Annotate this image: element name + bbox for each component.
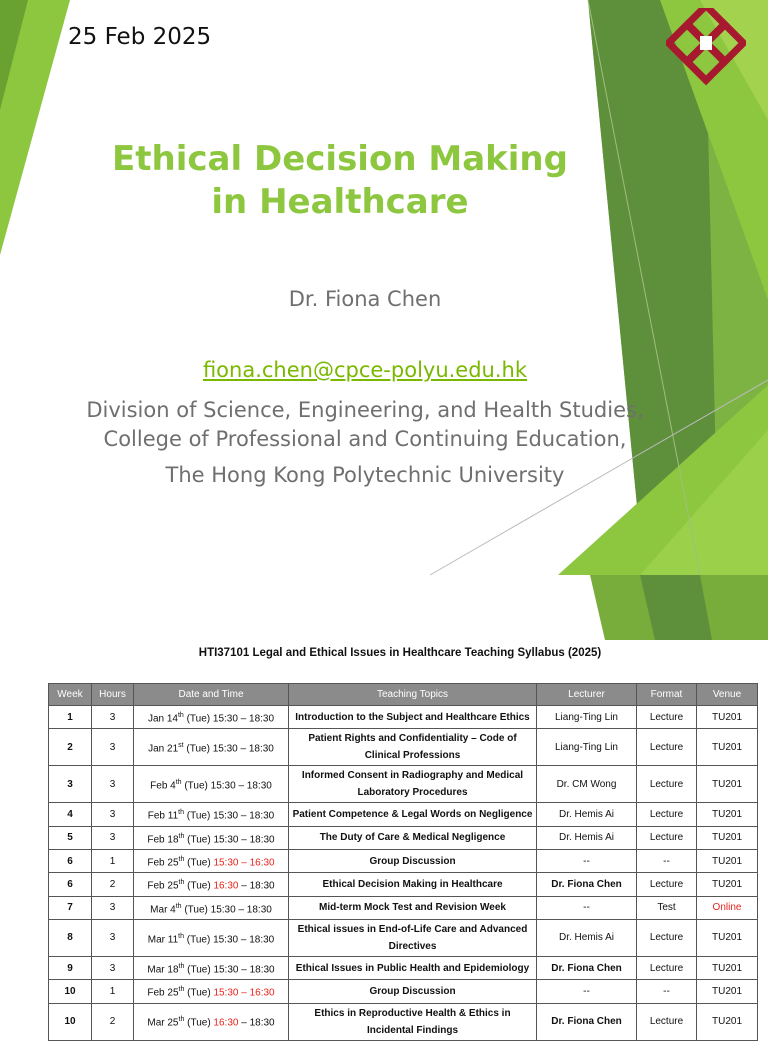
date-suffix: th [178, 809, 184, 817]
hours-cell: 3 [92, 896, 134, 919]
affiliation-line-3: The Hong Kong Polytechnic University [165, 463, 565, 487]
date-day: (Tue) [184, 1017, 214, 1029]
lecturer-cell: Dr. Hemis Ai [537, 919, 637, 956]
time-end: – 18:30 [238, 1017, 275, 1029]
topic-cell: Ethical issues in End-of-Life Care and Advanced Directives [289, 919, 537, 956]
topic-cell: Group Discussion [289, 849, 537, 872]
date-suffix: th [178, 879, 185, 887]
date-suffix: th [178, 855, 185, 863]
table-row [49, 826, 758, 849]
date-text: Feb 11 [147, 810, 179, 822]
time-range: 15:30 – 18:30 [210, 780, 272, 792]
week-cell: 7 [49, 896, 92, 919]
author-name: Dr. Fiona Chen [288, 287, 442, 311]
topic-cell: The Duty of Care & Medical Negligence [289, 826, 537, 849]
week-cell: 8 [49, 919, 92, 956]
hours-cell: 1 [92, 980, 134, 1003]
date-time-cell [134, 706, 289, 729]
format-cell: Lecture [637, 826, 697, 849]
format-cell: -- [637, 980, 697, 1003]
date-day: (Tue) [181, 903, 211, 915]
date-text: Feb 25 [147, 880, 179, 892]
topic-cell: Patient Competence & Legal Words on Negligence [289, 803, 537, 826]
table-row [49, 706, 758, 729]
lecturer-cell: -- [537, 896, 637, 919]
date-text: Feb 25 [147, 857, 179, 869]
date-time-cell [134, 849, 289, 872]
lecturer-cell: -- [537, 980, 637, 1003]
table-row [49, 766, 758, 803]
time-range: 15:30 – 18:30 [213, 810, 275, 822]
date-time-cell [134, 873, 289, 896]
format-cell: Lecture [637, 803, 697, 826]
lecturer-cell: Dr. Hemis Ai [537, 803, 637, 826]
date-text: Mar 25 [147, 1017, 179, 1029]
topic-cell: Ethical Decision Making in Healthcare [289, 873, 537, 896]
affiliation-line-2: College of Professional and Continuing Education, [103, 427, 627, 451]
week-cell: 3 [49, 766, 92, 803]
format-cell: Lecture [637, 706, 697, 729]
header-hours: Hours [92, 684, 134, 706]
week-cell: 6 [49, 849, 92, 872]
date-time-cell [134, 803, 289, 826]
table-row [49, 919, 758, 956]
venue-cell: TU201 [697, 849, 758, 872]
date-suffix: th [178, 986, 185, 994]
lecturer-cell: Dr. Fiona Chen [537, 1003, 637, 1040]
header-date-time: Date and Time [134, 684, 289, 706]
topic-cell: Group Discussion [289, 980, 537, 1003]
venue-cell: TU201 [697, 956, 758, 979]
date-time-cell [134, 766, 289, 803]
venue-cell: TU201 [697, 766, 758, 803]
date-suffix: th [178, 832, 185, 840]
title-line-1: Ethical Decision Making [112, 139, 568, 179]
week-cell: 1 [49, 706, 92, 729]
date-day: (Tue) [184, 964, 214, 976]
venue-cell: TU201 [697, 729, 758, 766]
time-range: 16:30 [213, 880, 239, 892]
date-suffix: st [178, 742, 184, 750]
header-lecturer: Lecturer [537, 684, 637, 706]
slide-date: 25 Feb 2025 [68, 24, 212, 50]
hours-cell: 3 [92, 766, 134, 803]
week-cell: 10 [49, 980, 92, 1003]
lecturer-cell: Dr. CM Wong [537, 766, 637, 803]
format-cell: Lecture [637, 1003, 697, 1040]
affiliation-line-1: Division of Science, Engineering, and Health Studies, [86, 398, 644, 422]
table-row [49, 873, 758, 896]
venue-cell: TU201 [697, 873, 758, 896]
table-row [49, 849, 758, 872]
table-row [49, 729, 758, 766]
syllabus-section [0, 640, 768, 1036]
format-cell: Lecture [637, 956, 697, 979]
topic-cell: Patient Rights and Confidentiality – Code of Clinical Professions [289, 729, 537, 766]
table-row [49, 956, 758, 979]
week-cell: 9 [49, 956, 92, 979]
hours-cell: 1 [92, 849, 134, 872]
week-cell: 2 [49, 729, 92, 766]
hours-cell: 3 [92, 803, 134, 826]
venue-cell: TU201 [697, 1003, 758, 1040]
affiliation [0, 396, 730, 454]
date-day: (Tue) [183, 810, 214, 822]
date-time-cell [134, 729, 289, 766]
date-time-cell [134, 919, 289, 956]
lecturer-cell: -- [537, 849, 637, 872]
time-range: 15:30 – 18:30 [212, 743, 274, 755]
time-range: 15:30 – 18:30 [212, 713, 275, 725]
date-text: Mar 11 [147, 934, 179, 946]
hours-cell: 3 [92, 706, 134, 729]
venue-cell: TU201 [697, 826, 758, 849]
date-day: (Tue) [184, 833, 214, 845]
syllabus-table [48, 683, 758, 1041]
venue-cell: Online [697, 896, 758, 919]
topic-cell: Ethics in Reproductive Health & Ethics in Incidental Findings [289, 1003, 537, 1040]
hours-cell: 3 [92, 729, 134, 766]
date-text: Mar 4 [150, 903, 176, 915]
format-cell: Test [637, 896, 697, 919]
date-suffix: th [175, 779, 182, 787]
date-day: (Tue) [183, 934, 214, 946]
lecturer-cell: Dr. Fiona Chen [537, 956, 637, 979]
week-cell: 4 [49, 803, 92, 826]
header-topics: Teaching Topics [289, 684, 537, 706]
venue-cell: TU201 [697, 980, 758, 1003]
hours-cell: 2 [92, 1003, 134, 1040]
date-day: (Tue) [181, 780, 211, 792]
date-time-cell [134, 956, 289, 979]
time-range: 15:30 – 18:30 [213, 964, 275, 976]
header-venue: Venue [697, 684, 758, 706]
title-line-2: in Healthcare [211, 182, 469, 222]
date-text: Feb 25 [147, 987, 179, 999]
table-row [49, 896, 758, 919]
table-row [49, 803, 758, 826]
table-row [49, 980, 758, 1003]
date-text: Mar 18 [147, 964, 179, 976]
date-text: Feb 4 [150, 780, 176, 792]
date-suffix: th [178, 1016, 185, 1024]
time-range: 15:30 – 18:30 [210, 903, 272, 915]
venue-cell: TU201 [697, 919, 758, 956]
time-range: 16:30 [213, 1017, 239, 1029]
date-day: (Tue) [183, 743, 213, 755]
hours-cell: 3 [92, 956, 134, 979]
date-suffix: th [175, 902, 182, 910]
date-suffix: th [177, 712, 184, 719]
date-text: Jan 21 [148, 743, 179, 755]
date-day: (Tue) [183, 713, 213, 725]
week-cell: 6 [49, 873, 92, 896]
syllabus-table-body [49, 706, 758, 1041]
date-suffix: th [178, 962, 185, 970]
format-cell: Lecture [637, 729, 697, 766]
date-time-cell [134, 896, 289, 919]
time-range: 15:30 – 18:30 [213, 833, 275, 845]
topic-cell: Mid-term Mock Test and Revision Week [289, 896, 537, 919]
date-text: Jan 14 [147, 713, 178, 725]
date-day: (Tue) [184, 987, 214, 999]
date-day: (Tue) [184, 857, 214, 869]
week-cell: 5 [49, 826, 92, 849]
lecturer-cell: Liang-Ting Lin [537, 706, 637, 729]
slide-title [60, 138, 620, 224]
date-time-cell [134, 826, 289, 849]
date-time-cell [134, 1003, 289, 1040]
header-format: Format [637, 684, 697, 706]
hours-cell: 2 [92, 873, 134, 896]
lecturer-cell: Dr. Fiona Chen [537, 873, 637, 896]
format-cell: Lecture [637, 766, 697, 803]
date-time-cell [134, 980, 289, 1003]
topic-cell: Informed Consent in Radiography and Medical Laboratory Procedures [289, 766, 537, 803]
lecturer-cell: Dr. Hemis Ai [537, 826, 637, 849]
table-row [49, 1003, 758, 1040]
date-suffix: th [178, 932, 184, 940]
header-week: Week [49, 684, 92, 706]
format-cell: Lecture [637, 919, 697, 956]
time-range: 15:30 – 18:30 [213, 934, 275, 946]
topic-cell: Ethical Issues in Public Health and Epidemiology [289, 956, 537, 979]
time-range: 15:30 – 16:30 [213, 857, 275, 869]
hours-cell: 3 [92, 826, 134, 849]
venue-cell: TU201 [697, 706, 758, 729]
polyu-logo-icon [666, 8, 746, 88]
time-range: 15:30 – 16:30 [213, 987, 275, 999]
week-cell: 10 [49, 1003, 92, 1040]
format-cell: -- [637, 849, 697, 872]
format-cell: Lecture [637, 873, 697, 896]
date-text: Feb 18 [147, 833, 179, 845]
time-end: – 18:30 [238, 880, 275, 892]
date-day: (Tue) [184, 880, 214, 892]
venue-cell: TU201 [697, 803, 758, 826]
syllabus-title: HTI37101 Legal and Ethical Issues in Healthcare Teaching Syllabus (2025) [198, 647, 602, 659]
email-link[interactable]: fiona.chen@cpce-polyu.edu.hk [202, 358, 528, 382]
hours-cell: 3 [92, 919, 134, 956]
table-header-row [49, 684, 758, 706]
lecturer-cell: Liang-Ting Lin [537, 729, 637, 766]
topic-cell: Introduction to the Subject and Healthcare Ethics [289, 706, 537, 729]
